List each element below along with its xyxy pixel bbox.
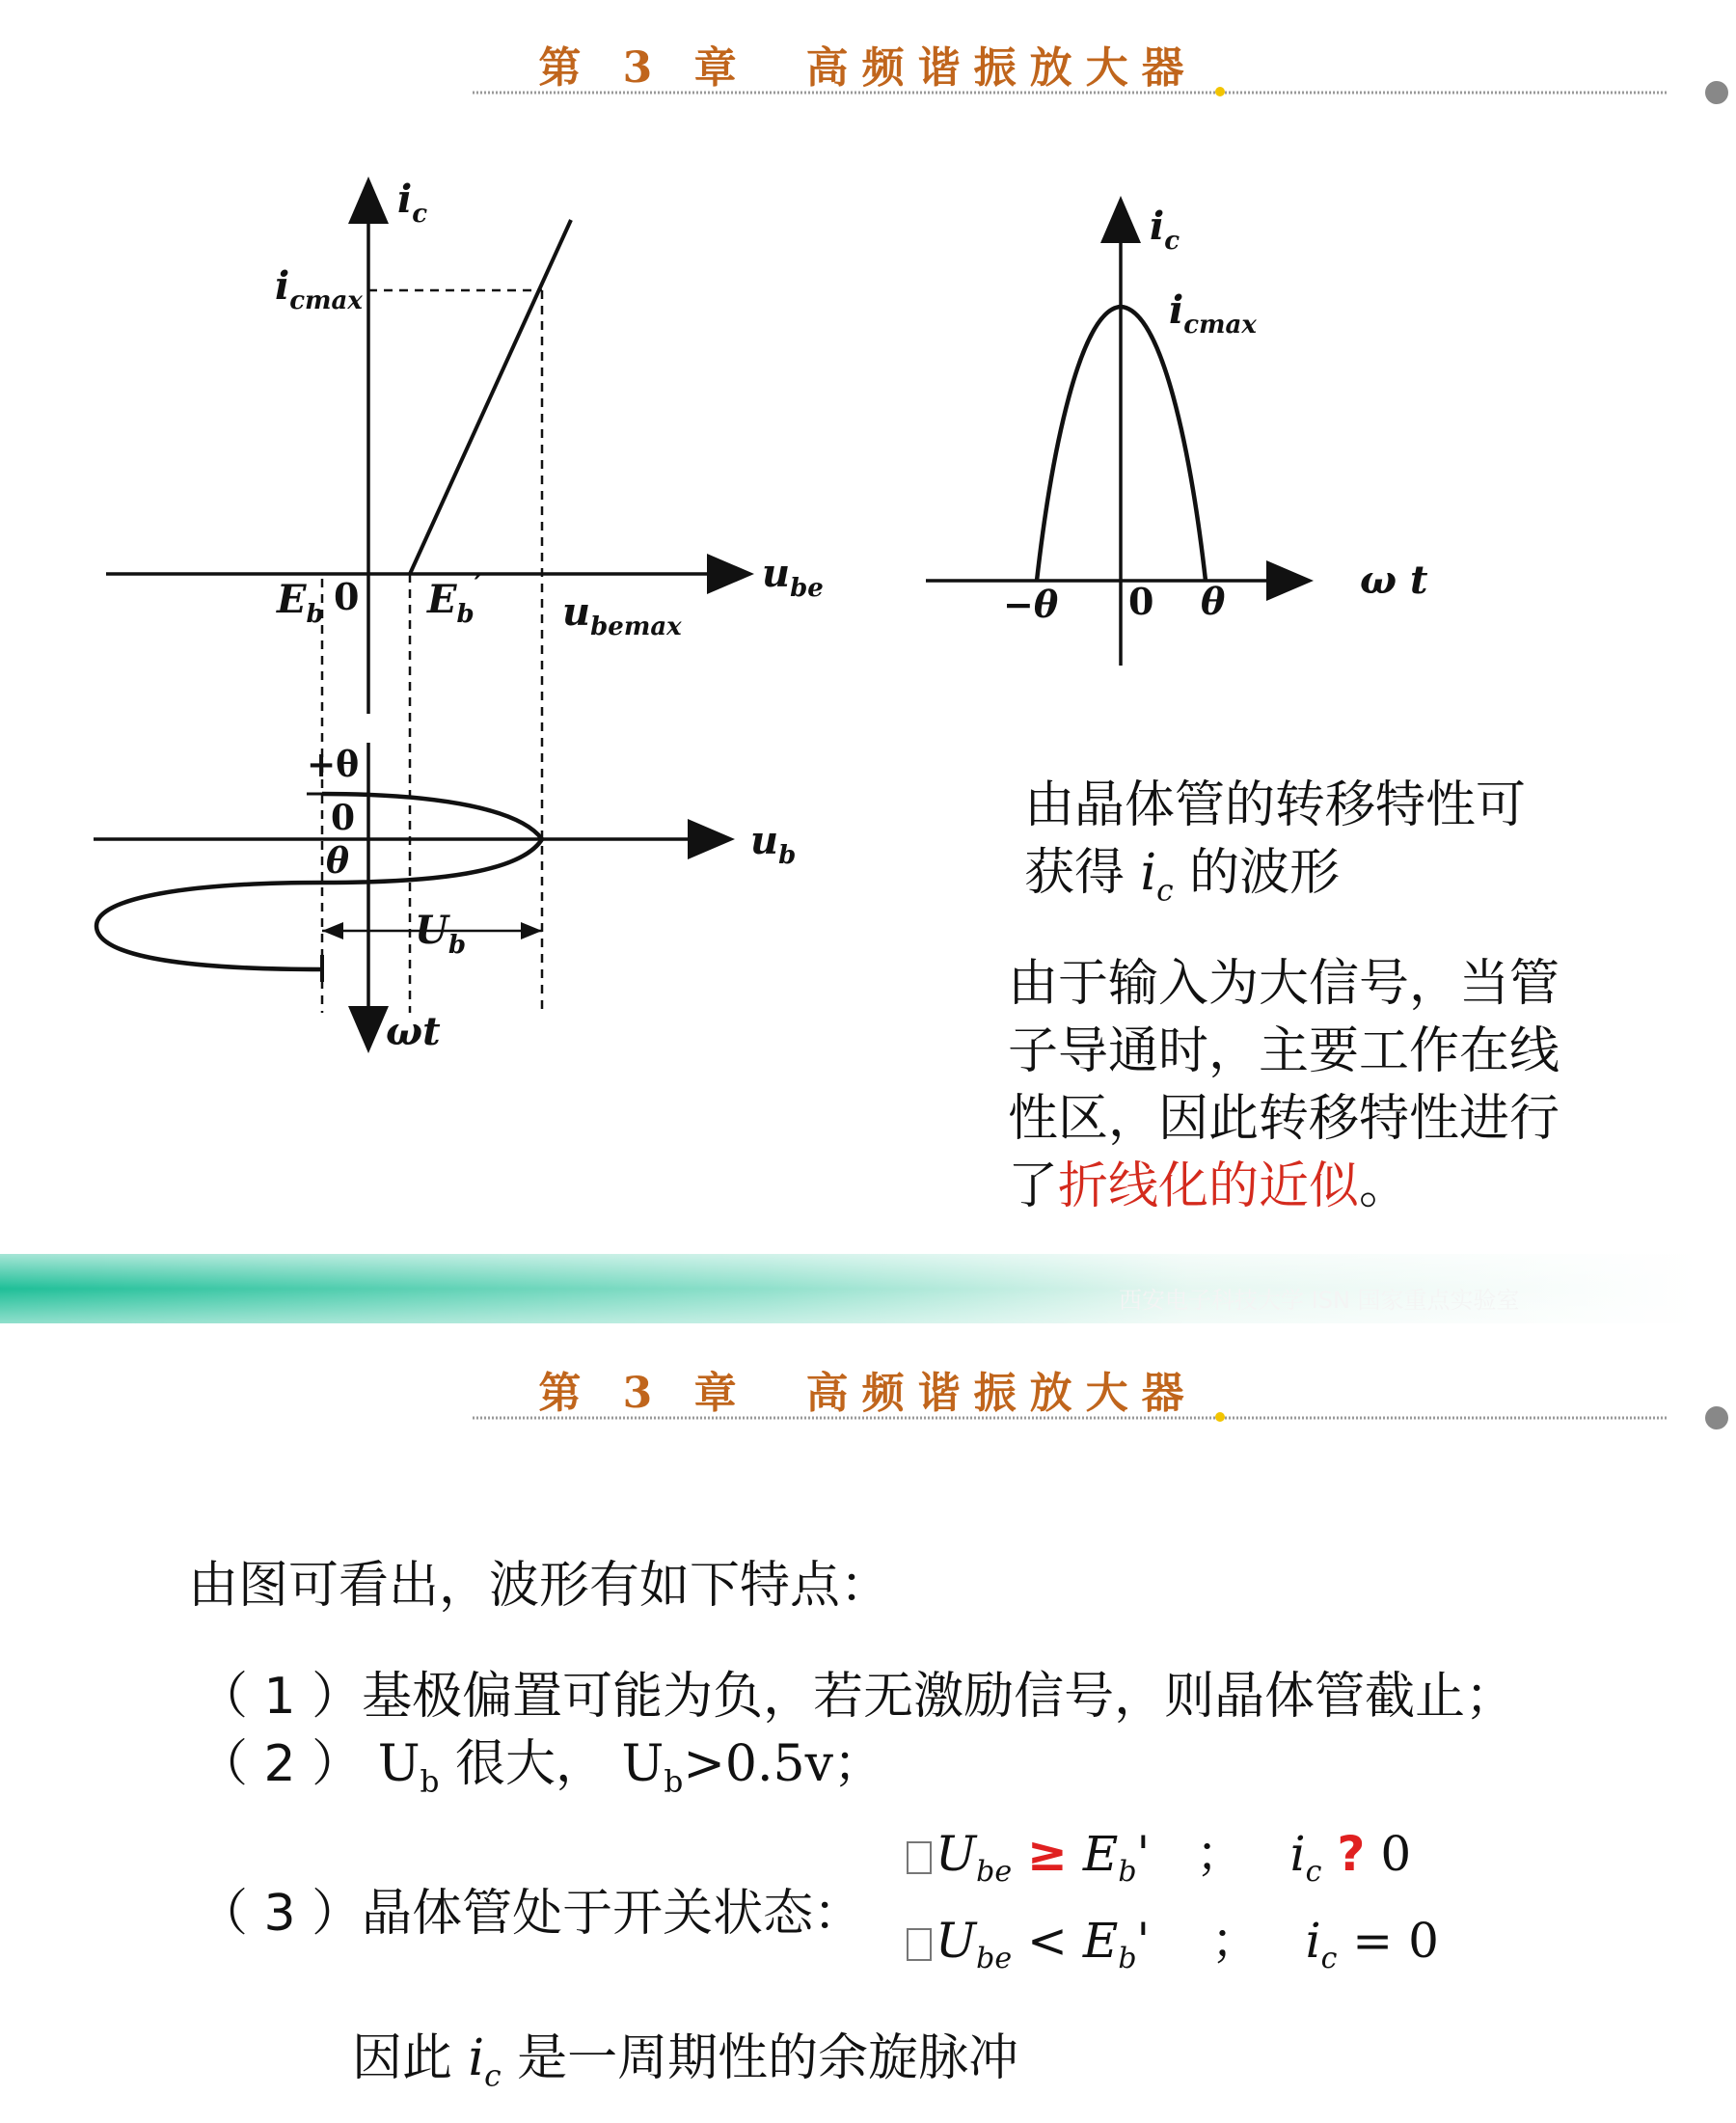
placeholder-box-icon	[907, 1841, 932, 1874]
theta-label: θ	[326, 841, 350, 882]
ubemax-label: $u_{bemax}$	[562, 589, 682, 641]
explanation-2-line-4: 了折线化的近似。	[1008, 1157, 1410, 1215]
explanation-1-line-2: 获得 $i_c$ 的波形	[1024, 844, 1341, 909]
footer-institution: 西安电子科技大学 ISN 国家重点实验室	[1119, 1287, 1520, 1314]
wt-label: ωt	[386, 1009, 441, 1054]
Ub-label: $U_b$	[415, 908, 467, 960]
explanation-1	[1024, 772, 1526, 924]
case-off: $U_{be} < E_b'$ ； $i_c = 0$	[907, 1902, 1439, 1975]
ube-label: $u_{be}$	[762, 551, 824, 603]
explanation-1-line-1: 由晶体管的转移特性可	[1024, 776, 1527, 834]
right-icmax-label: $i_{cmax}$	[1169, 287, 1257, 340]
divider-ball-icon	[1705, 1406, 1728, 1429]
explanation-2-line-3: 性区，因此转移特性进行	[1008, 1090, 1560, 1148]
right-wt-label: ω t	[1360, 558, 1428, 603]
explanation-2-line-1: 由于输入为大信号，当管	[1008, 955, 1560, 1013]
right-zero-label: 0	[1128, 580, 1154, 623]
transfer-line	[410, 220, 571, 574]
ub-label: $u_b$	[750, 818, 797, 870]
origin-label: 0	[334, 575, 360, 618]
slide-2	[0, 1323, 1736, 2123]
title-divider-2	[473, 1404, 1736, 1433]
intro-text: 由图可看出，波形有如下特点：	[188, 1557, 891, 1615]
item-2: （ 2 ） $U_b$ 很大， $U_b>0.5v$；	[198, 1735, 883, 1800]
right-ic-label: $i_c$	[1150, 204, 1180, 256]
explanation-2-line-2: 子导通时，主要工作在线	[1008, 1022, 1560, 1080]
placeholder-box-icon	[907, 1928, 932, 1961]
chapter-title: 第 3 章 高频谐振放大器	[538, 43, 1198, 93]
ic-label: $i_c$	[397, 177, 428, 229]
eb-label: $E_b$	[277, 577, 324, 629]
zero-label-2: 0	[331, 798, 356, 838]
explanation-2	[1008, 950, 1560, 1220]
highlight-text: 折线化的近似	[1058, 1157, 1360, 1215]
chapter-title-2: 第 3 章 高频谐振放大器	[538, 1369, 1198, 1418]
minus-theta-label: −θ	[1003, 583, 1059, 626]
divider-spark-icon	[1215, 1412, 1225, 1422]
plus-theta-label: +θ	[307, 745, 360, 785]
ebp-label: $E_b'$	[427, 569, 482, 629]
input-sine-curve	[96, 794, 542, 969]
conclusion: 因此 $i_c$ 是一周期性的余旋脉冲	[352, 2029, 1019, 2094]
item-1: （ 1 ）基极偏置可能为负，若无激励信号，则晶体管截止；	[198, 1668, 1516, 1726]
icmax-label: $i_{cmax}$	[275, 263, 363, 315]
case-on: $U_{be} \ge E_b'$ ； $i_c$ ? 0	[907, 1815, 1411, 1889]
right-theta-label: θ	[1201, 580, 1226, 623]
item-3: （ 3 ）晶体管处于开关状态：	[198, 1885, 864, 1943]
